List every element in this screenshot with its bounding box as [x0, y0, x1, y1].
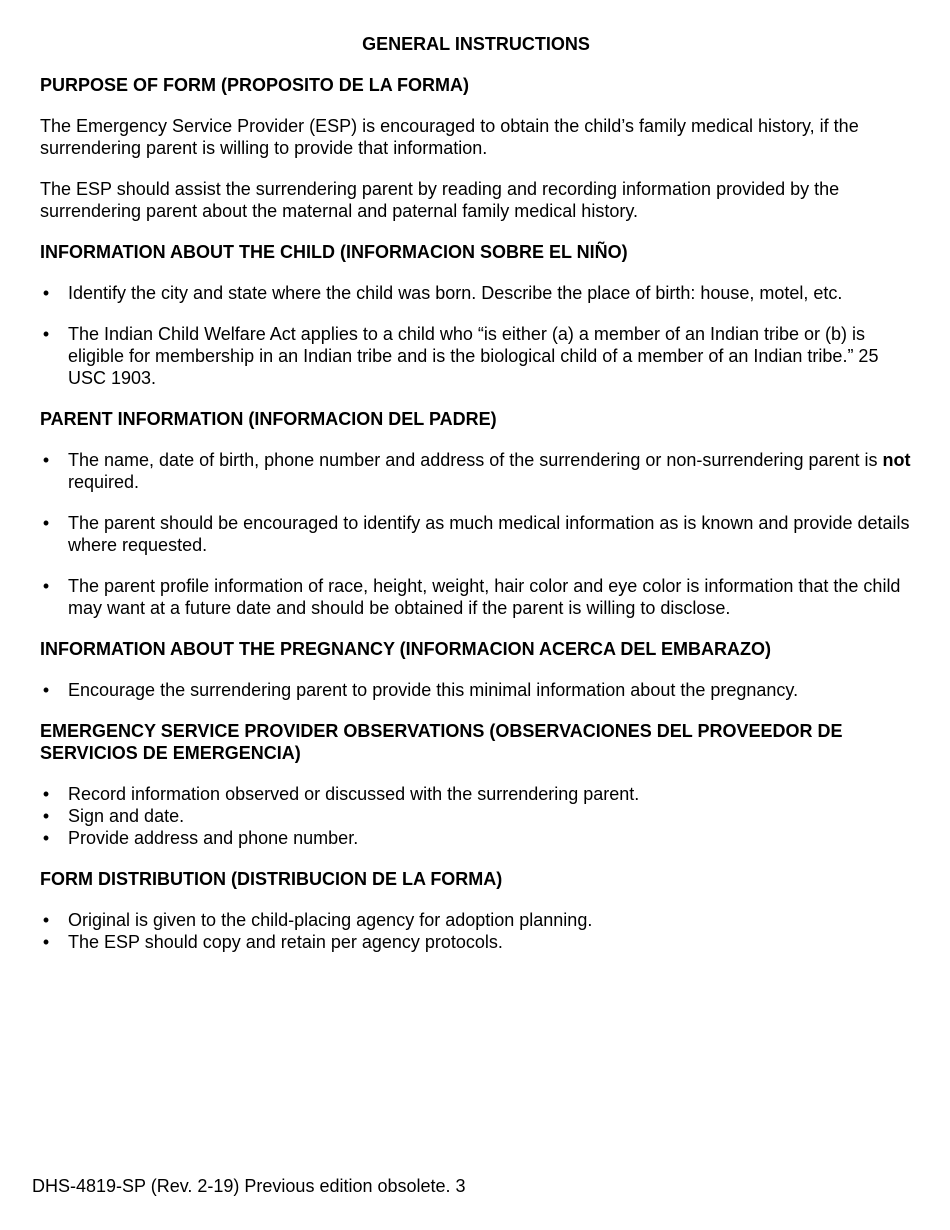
list-item-text-end: required.	[68, 472, 140, 492]
bullet-icon: •	[42, 576, 50, 596]
list-item-text: Original is given to the child-placing agency for adoption planning.	[68, 910, 593, 930]
bullet-icon: •	[42, 680, 50, 700]
bullet-icon: •	[42, 806, 50, 826]
list-item	[40, 783, 912, 805]
page-title: GENERAL INSTRUCTIONS	[362, 34, 590, 54]
list-item-text	[68, 450, 910, 492]
bullet-icon: •	[42, 324, 50, 344]
list-item	[40, 575, 912, 619]
list-item	[40, 449, 912, 493]
pregnancy-heading: INFORMATION ABOUT THE PREGNANCY (INFORMACION ACERCA DEL EMBARAZO)	[40, 639, 771, 659]
list-item-text: Encourage the surrendering parent to provide this minimal information about the pregnancy.	[68, 680, 799, 700]
list-item-text: The parent should be encouraged to identify as much medical information as is known and provide details where requested.	[68, 513, 910, 555]
list-item-text: Identify the city and state where the child was born. Describe the place of birth: house, motel, etc.	[68, 283, 843, 303]
bullet-icon: •	[42, 784, 50, 804]
list-item-text: Provide address and phone number.	[68, 828, 359, 848]
child-bullet-list	[40, 282, 912, 389]
bullet-icon: •	[42, 932, 50, 952]
list-item-text: Sign and date.	[68, 806, 185, 826]
list-item	[40, 827, 912, 849]
parent-bullet-list	[40, 449, 912, 619]
bullet-icon: •	[42, 450, 50, 470]
bullet-icon: •	[42, 513, 50, 533]
list-item-text: The Indian Child Welfare Act applies to a child who “is either (a) a member of an Indian tribe or (b) is eligible for membership in an Indian tribe and is the biological child of a member of an Indian tribe.” 25 USC 1903.	[68, 324, 879, 388]
form-footer: DHS-4819-SP (Rev. 2-19) Previous edition obsolete. 3	[32, 1176, 466, 1196]
parent-heading: PARENT INFORMATION (INFORMACION DEL PADRE)	[40, 409, 497, 429]
bullet-icon: •	[42, 828, 50, 848]
pregnancy-bullet-list	[40, 679, 912, 701]
bullet-icon: •	[42, 910, 50, 930]
list-item	[40, 805, 912, 827]
list-item-text: Record information observed or discussed with the surrendering parent.	[68, 784, 640, 804]
purpose-heading: PURPOSE OF FORM (PROPOSITO DE LA FORMA)	[40, 75, 470, 95]
child-heading: INFORMATION ABOUT THE CHILD (INFORMACION SOBRE EL NIÑO)	[40, 242, 628, 262]
list-item-text-start: The name, date of birth, phone number and address of the surrendering or non-surrendering parent is	[68, 450, 883, 470]
distribution-bullet-list	[40, 909, 912, 953]
bullet-icon: •	[42, 283, 50, 303]
instructions-page	[40, 33, 912, 972]
purpose-paragraph-1: The Emergency Service Provider (ESP) is encouraged to obtain the child’s family medical history, if the surrendering parent is willing to provide that information.	[40, 116, 859, 158]
purpose-paragraph-2: The ESP should assist the surrendering parent by reading and recording information provided by the surrendering parent about the maternal and paternal family medical history.	[40, 179, 840, 221]
observations-heading: EMERGENCY SERVICE PROVIDER OBSERVATIONS (OBSERVACIONES DEL PROVEEDOR DE SERVICIOS DE EMERGENCIA)	[40, 721, 843, 763]
list-item-text: The ESP should copy and retain per agency protocols.	[68, 932, 503, 952]
list-item	[40, 931, 912, 953]
list-item	[40, 282, 912, 304]
emphasis-not: not	[882, 450, 911, 470]
list-item	[40, 323, 912, 389]
distribution-heading: FORM DISTRIBUTION (DISTRIBUCION DE LA FORMA)	[40, 869, 503, 889]
list-item	[40, 512, 912, 556]
list-item	[40, 679, 912, 701]
observations-bullet-list	[40, 783, 912, 849]
list-item	[40, 909, 912, 931]
list-item-text: The parent profile information of race, height, weight, hair color and eye color is information that the child may want at a future date and should be obtained if the parent is willing to disclose.	[68, 576, 901, 618]
